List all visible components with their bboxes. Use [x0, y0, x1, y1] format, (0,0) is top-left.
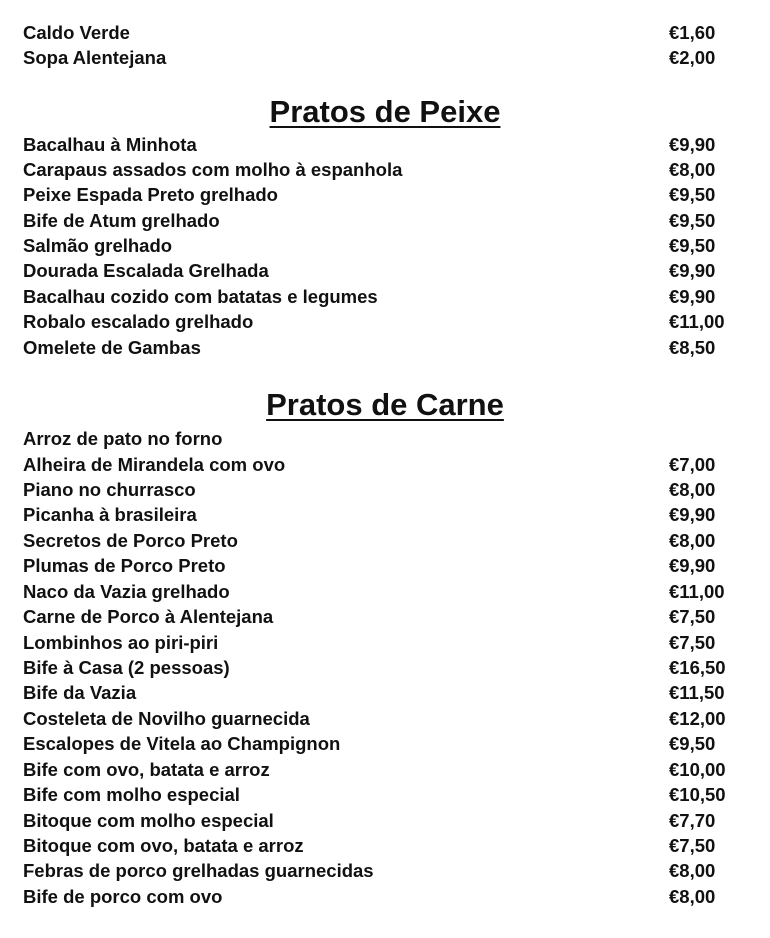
- item-price: €8,00: [669, 886, 716, 907]
- item-name: Robalo escalado grelhado: [23, 311, 254, 332]
- item-name: Bitoque com ovo, batata e arroz: [23, 835, 304, 856]
- item-price: €9,50: [669, 733, 716, 754]
- section-heading-peixe: Pratos de Peixe: [269, 94, 501, 129]
- menu-item: [23, 528, 743, 553]
- item-price: €16,50: [669, 657, 726, 678]
- menu-item: [23, 20, 743, 45]
- item-name: Omelete de Gambas: [23, 337, 201, 358]
- item-name: Costeleta de Novilho guarnecida: [23, 708, 310, 729]
- item-price: €2,00: [669, 47, 716, 68]
- item-price: €1,60: [669, 22, 716, 43]
- item-name: Lombinhos ao piri-piri: [23, 632, 219, 653]
- item-price: €8,00: [669, 530, 716, 551]
- item-price: €11,00: [669, 581, 725, 602]
- menu-item: [23, 208, 743, 233]
- item-name: Bife da Vazia: [23, 682, 137, 703]
- menu-item: [23, 45, 743, 70]
- item-price: €7,50: [669, 632, 716, 653]
- menu-item: [23, 157, 743, 182]
- item-name: Escalopes de Vitela ao Champignon: [23, 733, 341, 754]
- item-price: €8,50: [669, 337, 716, 358]
- item-price: €7,70: [669, 810, 716, 831]
- menu-item: [23, 731, 743, 756]
- section-heading-carne: Pratos de Carne: [266, 387, 504, 422]
- menu-item: [23, 655, 743, 680]
- item-price: €9,90: [669, 134, 716, 155]
- item-name: Secretos de Porco Preto: [23, 530, 238, 551]
- item-name: Bife de porco com ovo: [23, 886, 223, 907]
- menu-item: [23, 884, 743, 909]
- menu-item: [23, 477, 743, 502]
- item-name: Peixe Espada Preto grelhado: [23, 184, 278, 205]
- menu-item: [23, 808, 743, 833]
- item-name: Dourada Escalada Grelhada: [23, 260, 269, 281]
- menu-item: [23, 426, 743, 451]
- menu-item: [23, 284, 743, 309]
- item-name: Bife de Atum grelhado: [23, 210, 220, 231]
- menu-item: [23, 335, 743, 360]
- menu-item: [23, 630, 743, 655]
- item-price: €9,90: [669, 555, 716, 576]
- item-price: €9,90: [669, 504, 716, 525]
- item-name: Carne de Porco à Alentejana: [23, 606, 274, 627]
- menu-item: [23, 309, 743, 334]
- menu-item: [23, 258, 743, 283]
- item-price: €9,50: [669, 210, 716, 231]
- menu-item: [23, 579, 743, 604]
- item-name: Bitoque com molho especial: [23, 810, 274, 831]
- item-price: €11,50: [669, 682, 725, 703]
- item-price: €8,00: [669, 860, 716, 881]
- item-price: €8,00: [669, 159, 716, 180]
- item-name: Alheira de Mirandela com ovo: [23, 454, 286, 475]
- menu-item: [23, 782, 743, 807]
- item-price: €9,90: [669, 260, 716, 281]
- item-price: €9,50: [669, 235, 716, 256]
- menu-item: [23, 553, 743, 578]
- menu-item: [23, 833, 743, 858]
- item-name: Bife com ovo, batata e arroz: [23, 759, 270, 780]
- menu-item: [23, 757, 743, 782]
- item-name: Carapaus assados com molho à espanhola: [23, 159, 403, 180]
- menu-item: [23, 858, 743, 883]
- item-price: €9,50: [669, 184, 716, 205]
- item-name: Salmão grelhado: [23, 235, 173, 256]
- item-name: Febras de porco grelhadas guarnecidas: [23, 860, 374, 881]
- item-name: Bife à Casa (2 pessoas): [23, 657, 230, 678]
- item-name: Piano no churrasco: [23, 479, 196, 500]
- item-price: €7,00: [669, 454, 716, 475]
- item-name: Bife com molho especial: [23, 784, 240, 805]
- menu-item: [23, 706, 743, 731]
- item-price: €7,50: [669, 835, 716, 856]
- item-price: €10,00: [669, 759, 726, 780]
- item-name: Sopa Alentejana: [23, 47, 167, 68]
- item-name: Arroz de pato no forno: [23, 428, 223, 449]
- menu-item: [23, 182, 743, 207]
- item-name: Bacalhau cozido com batatas e legumes: [23, 286, 378, 307]
- item-name: Naco da Vazia grelhado: [23, 581, 230, 602]
- item-name: Bacalhau à Minhota: [23, 134, 197, 155]
- menu-item: [23, 233, 743, 258]
- item-price: €12,00: [669, 708, 726, 729]
- item-name: Picanha à brasileira: [23, 504, 197, 525]
- menu-item: [23, 502, 743, 527]
- item-price: €7,50: [669, 606, 716, 627]
- menu-item: [23, 452, 743, 477]
- item-name: Plumas de Porco Preto: [23, 555, 226, 576]
- menu-item: [23, 680, 743, 705]
- item-price: €8,00: [669, 479, 716, 500]
- menu-item: [23, 604, 743, 629]
- menu-item: [23, 132, 743, 157]
- item-name: Caldo Verde: [23, 22, 130, 43]
- item-price: €9,90: [669, 286, 716, 307]
- item-price: €11,00: [669, 311, 725, 332]
- item-price: €10,50: [669, 784, 726, 805]
